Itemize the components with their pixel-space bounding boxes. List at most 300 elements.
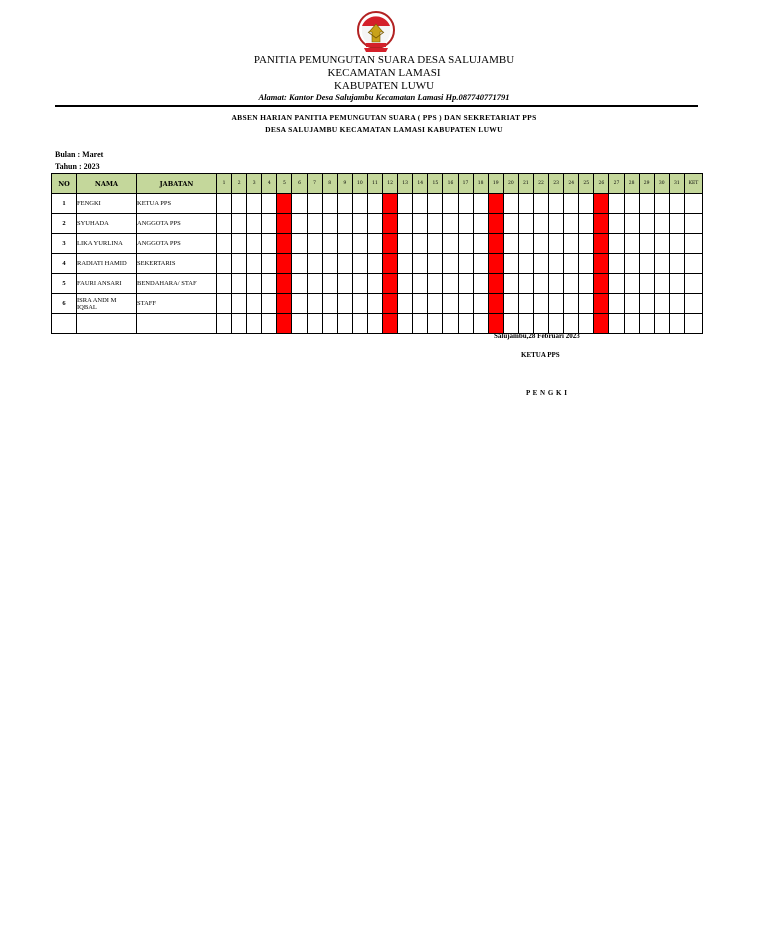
attendance-cell [232, 234, 247, 254]
attendance-cell [413, 274, 428, 294]
attendance-cell [398, 314, 413, 334]
attendance-cell [352, 214, 367, 234]
table-row [52, 194, 703, 214]
attendance-cell [322, 274, 337, 294]
attendance-cell [428, 254, 443, 274]
attendance-cell [549, 194, 564, 214]
attendance-cell [564, 234, 579, 254]
row-jabatan: SEKERTARIS [137, 254, 217, 274]
table-header-row [52, 174, 703, 194]
attendance-cell [579, 314, 594, 334]
attendance-cell [428, 214, 443, 234]
attendance-cell [503, 214, 518, 234]
attendance-cell [564, 314, 579, 334]
attendance-cell [262, 314, 277, 334]
attendance-cell [579, 214, 594, 234]
header-day: 20 [503, 174, 518, 194]
attendance-cell [639, 294, 654, 314]
row-jabatan: KETUA PPS [137, 194, 217, 214]
attendance-cell [549, 294, 564, 314]
table-row [52, 314, 703, 334]
attendance-cell [352, 274, 367, 294]
attendance-cell [639, 254, 654, 274]
document-subtitle: DESA SALUJAMBU KECAMATAN LAMASI KABUPATEN LUWU [265, 125, 503, 134]
holiday-cell [383, 254, 398, 274]
attendance-cell [217, 274, 232, 294]
holiday-cell [277, 194, 292, 214]
row-ket [684, 214, 702, 234]
attendance-cell [458, 274, 473, 294]
attendance-cell [533, 274, 548, 294]
attendance-cell [609, 314, 624, 334]
attendance-cell [398, 194, 413, 214]
attendance-cell [292, 294, 307, 314]
attendance-cell [549, 314, 564, 334]
row-jabatan [137, 314, 217, 334]
signature-name: P E N G K I [526, 389, 568, 397]
header-day: 14 [413, 174, 428, 194]
table-row [52, 214, 703, 234]
attendance-cell [533, 294, 548, 314]
holiday-cell [383, 274, 398, 294]
attendance-cell [322, 294, 337, 314]
attendance-cell [307, 214, 322, 234]
attendance-cell [367, 294, 382, 314]
attendance-cell [337, 274, 352, 294]
attendance-cell [413, 254, 428, 274]
row-nama: LIKA YURLINA [77, 234, 137, 254]
header-day: 9 [337, 174, 352, 194]
attendance-cell [549, 234, 564, 254]
attendance-cell [518, 234, 533, 254]
attendance-cell [624, 294, 639, 314]
attendance-cell [428, 294, 443, 314]
attendance-cell [443, 314, 458, 334]
attendance-cell [428, 274, 443, 294]
header-divider [55, 105, 698, 107]
table-row [52, 234, 703, 254]
attendance-cell [292, 234, 307, 254]
header-day: 31 [669, 174, 684, 194]
attendance-cell [549, 214, 564, 234]
attendance-cell [669, 254, 684, 274]
header-day: 27 [609, 174, 624, 194]
attendance-cell [669, 214, 684, 234]
attendance-cell [322, 234, 337, 254]
document-title: ABSEN HARIAN PANITIA PEMUNGUTAN SUARA ( PPS ) DAN SEKRETARIAT PPS [231, 113, 537, 122]
attendance-cell [367, 234, 382, 254]
header-day: 30 [654, 174, 669, 194]
header-day: 24 [564, 174, 579, 194]
row-nama: FENGKI [77, 194, 137, 214]
attendance-cell [443, 254, 458, 274]
attendance-cell [217, 214, 232, 234]
row-nama: SYUHADA [77, 214, 137, 234]
header-day: 17 [458, 174, 473, 194]
attendance-cell [428, 194, 443, 214]
table-row [52, 274, 703, 294]
attendance-cell [247, 314, 262, 334]
attendance-cell [247, 254, 262, 274]
attendance-cell [473, 314, 488, 334]
holiday-cell [488, 274, 503, 294]
attendance-cell [564, 294, 579, 314]
attendance-cell [473, 194, 488, 214]
attendance-cell [217, 254, 232, 274]
attendance-cell [352, 194, 367, 214]
attendance-cell [307, 314, 322, 334]
holiday-cell [594, 294, 609, 314]
holiday-cell [277, 314, 292, 334]
attendance-cell [503, 294, 518, 314]
attendance-cell [609, 254, 624, 274]
attendance-cell [579, 234, 594, 254]
attendance-cell [639, 314, 654, 334]
header-day: 7 [307, 174, 322, 194]
header-nama: NAMA [77, 174, 137, 194]
attendance-cell [232, 294, 247, 314]
attendance-cell [232, 194, 247, 214]
attendance-cell [307, 294, 322, 314]
attendance-cell [624, 314, 639, 334]
row-nama: RADIATI HAMID [77, 254, 137, 274]
header-day: 10 [352, 174, 367, 194]
attendance-cell [247, 274, 262, 294]
attendance-cell [654, 194, 669, 214]
attendance-cell [262, 254, 277, 274]
holiday-cell [594, 194, 609, 214]
attendance-cell [518, 274, 533, 294]
row-no: 5 [52, 274, 77, 294]
attendance-cell [413, 234, 428, 254]
row-ket [684, 294, 702, 314]
attendance-cell [533, 194, 548, 214]
holiday-cell [277, 294, 292, 314]
holiday-cell [594, 274, 609, 294]
attendance-cell [217, 294, 232, 314]
attendance-cell [564, 274, 579, 294]
table-row [52, 294, 703, 314]
address: Alamat: Kantor Desa Salujambu Kecamatan Lamasi Hp.087740771791 [258, 92, 510, 102]
header-day: 26 [594, 174, 609, 194]
attendance-cell [609, 214, 624, 234]
row-no: 4 [52, 254, 77, 274]
attendance-cell [579, 274, 594, 294]
holiday-cell [488, 294, 503, 314]
attendance-cell [549, 254, 564, 274]
holiday-cell [488, 314, 503, 334]
row-no: 3 [52, 234, 77, 254]
attendance-cell [232, 274, 247, 294]
attendance-cell [443, 274, 458, 294]
header-day: 15 [428, 174, 443, 194]
row-ket [684, 194, 702, 214]
attendance-cell [217, 314, 232, 334]
holiday-cell [488, 234, 503, 254]
holiday-cell [594, 214, 609, 234]
org-name: PANITIA PEMUNGUTAN SUARA DESA SALUJAMBU [253, 54, 515, 66]
row-no [52, 314, 77, 334]
attendance-cell [398, 214, 413, 234]
attendance-cell [518, 294, 533, 314]
attendance-cell [307, 254, 322, 274]
attendance-cell [232, 314, 247, 334]
attendance-cell [352, 294, 367, 314]
attendance-cell [262, 194, 277, 214]
row-no: 6 [52, 294, 77, 314]
attendance-cell [322, 214, 337, 234]
holiday-cell [383, 214, 398, 234]
attendance-table [51, 173, 703, 334]
attendance-cell [337, 214, 352, 234]
attendance-cell [609, 274, 624, 294]
attendance-cell [579, 194, 594, 214]
header-day: 4 [262, 174, 277, 194]
attendance-cell [428, 234, 443, 254]
attendance-cell [639, 214, 654, 234]
attendance-cell [654, 214, 669, 234]
attendance-cell [337, 254, 352, 274]
header-day: 28 [624, 174, 639, 194]
row-ket [684, 314, 702, 334]
attendance-cell [367, 314, 382, 334]
attendance-cell [564, 214, 579, 234]
header-day: 18 [473, 174, 488, 194]
attendance-cell [322, 254, 337, 274]
header-day: 25 [579, 174, 594, 194]
attendance-cell [217, 234, 232, 254]
attendance-cell [337, 294, 352, 314]
attendance-cell [669, 234, 684, 254]
attendance-cell [473, 214, 488, 234]
attendance-cell [413, 194, 428, 214]
attendance-cell [307, 194, 322, 214]
header-day: 5 [277, 174, 292, 194]
attendance-cell [443, 214, 458, 234]
attendance-cell [247, 294, 262, 314]
attendance-cell [624, 214, 639, 234]
attendance-cell [669, 314, 684, 334]
header-no: NO [52, 174, 77, 194]
holiday-cell [594, 254, 609, 274]
attendance-cell [654, 294, 669, 314]
row-ket [684, 254, 702, 274]
row-ket [684, 274, 702, 294]
attendance-cell [262, 294, 277, 314]
attendance-cell [292, 254, 307, 274]
attendance-cell [352, 254, 367, 274]
attendance-cell [262, 214, 277, 234]
attendance-cell [262, 234, 277, 254]
header-day: 1 [217, 174, 232, 194]
attendance-cell [398, 234, 413, 254]
attendance-cell [262, 274, 277, 294]
attendance-cell [458, 194, 473, 214]
kecamatan: KECAMATAN LAMASI [327, 67, 441, 79]
attendance-cell [247, 214, 262, 234]
row-no: 2 [52, 214, 77, 234]
row-jabatan: ANGGOTA PPS [137, 234, 217, 254]
holiday-cell [277, 274, 292, 294]
attendance-cell [579, 294, 594, 314]
attendance-cell [473, 274, 488, 294]
attendance-cell [367, 254, 382, 274]
attendance-cell [518, 314, 533, 334]
header-day: 13 [398, 174, 413, 194]
header-day: 23 [549, 174, 564, 194]
attendance-cell [503, 314, 518, 334]
holiday-cell [383, 294, 398, 314]
attendance-cell [458, 214, 473, 234]
holiday-cell [488, 194, 503, 214]
attendance-cell [247, 194, 262, 214]
signature-place-date: Salujambu,28 Februari 2023 [494, 332, 580, 340]
attendance-cell [367, 194, 382, 214]
attendance-cell [367, 274, 382, 294]
attendance-cell [654, 274, 669, 294]
attendance-cell [669, 194, 684, 214]
attendance-cell [609, 194, 624, 214]
attendance-cell [458, 254, 473, 274]
attendance-cell [654, 234, 669, 254]
holiday-cell [488, 214, 503, 234]
kpu-logo [356, 10, 396, 54]
table-row [52, 254, 703, 274]
attendance-cell [352, 234, 367, 254]
attendance-cell [337, 314, 352, 334]
attendance-cell [609, 234, 624, 254]
attendance-cell [473, 254, 488, 274]
attendance-cell [503, 274, 518, 294]
attendance-cell [398, 294, 413, 314]
attendance-cell [232, 214, 247, 234]
attendance-cell [564, 254, 579, 274]
kabupaten: KABUPATEN LUWU [333, 80, 435, 92]
holiday-cell [594, 314, 609, 334]
row-no: 1 [52, 194, 77, 214]
attendance-cell [518, 194, 533, 214]
row-nama [77, 314, 137, 334]
header-day: 21 [518, 174, 533, 194]
attendance-cell [518, 214, 533, 234]
attendance-cell [428, 314, 443, 334]
header-day: 16 [443, 174, 458, 194]
attendance-cell [624, 254, 639, 274]
holiday-cell [488, 254, 503, 274]
attendance-cell [292, 274, 307, 294]
attendance-cell [639, 274, 654, 294]
attendance-cell [413, 214, 428, 234]
attendance-cell [247, 234, 262, 254]
attendance-cell [503, 194, 518, 214]
signature-role: KETUA PPS [521, 351, 560, 359]
attendance-cell [322, 314, 337, 334]
header-day: 12 [383, 174, 398, 194]
attendance-cell [413, 314, 428, 334]
attendance-cell [579, 254, 594, 274]
header-day: 2 [232, 174, 247, 194]
holiday-cell [277, 214, 292, 234]
header-day: 6 [292, 174, 307, 194]
holiday-cell [277, 234, 292, 254]
attendance-cell [398, 274, 413, 294]
attendance-cell [443, 194, 458, 214]
holiday-cell [383, 194, 398, 214]
attendance-cell [232, 254, 247, 274]
bulan-label: Bulan : Maret [55, 150, 104, 159]
attendance-cell [337, 234, 352, 254]
attendance-cell [518, 254, 533, 274]
attendance-cell [533, 234, 548, 254]
attendance-cell [639, 234, 654, 254]
attendance-cell [624, 194, 639, 214]
attendance-cell [307, 274, 322, 294]
row-nama: ISRA ANDI M IQBAL [77, 294, 137, 314]
attendance-cell [458, 234, 473, 254]
header-day: 29 [639, 174, 654, 194]
attendance-cell [337, 194, 352, 214]
header-day: 19 [488, 174, 503, 194]
attendance-cell [322, 194, 337, 214]
attendance-cell [443, 234, 458, 254]
attendance-cell [352, 314, 367, 334]
row-ket [684, 234, 702, 254]
attendance-cell [624, 234, 639, 254]
attendance-cell [217, 194, 232, 214]
attendance-cell [654, 254, 669, 274]
attendance-cell [458, 314, 473, 334]
attendance-cell [669, 274, 684, 294]
header-day: 3 [247, 174, 262, 194]
header-day: 8 [322, 174, 337, 194]
row-nama: FAURI ANSARI [77, 274, 137, 294]
row-jabatan: STAFF [137, 294, 217, 314]
attendance-cell [564, 194, 579, 214]
attendance-cell [307, 234, 322, 254]
attendance-cell [624, 274, 639, 294]
attendance-cell [413, 294, 428, 314]
attendance-cell [639, 194, 654, 214]
holiday-cell [383, 234, 398, 254]
attendance-cell [458, 294, 473, 314]
holiday-cell [383, 314, 398, 334]
attendance-cell [669, 294, 684, 314]
attendance-cell [609, 294, 624, 314]
attendance-cell [654, 314, 669, 334]
holiday-cell [277, 254, 292, 274]
attendance-cell [398, 254, 413, 274]
attendance-cell [533, 254, 548, 274]
header-day: 11 [367, 174, 382, 194]
holiday-cell [594, 234, 609, 254]
header-ket: KET [684, 174, 702, 194]
attendance-cell [443, 294, 458, 314]
attendance-cell [292, 314, 307, 334]
attendance-cell [533, 214, 548, 234]
row-jabatan: ANGGOTA PPS [137, 214, 217, 234]
row-jabatan: BENDAHARA/ STAF [137, 274, 217, 294]
tahun-label: Tahun : 2023 [55, 162, 100, 171]
attendance-cell [292, 214, 307, 234]
attendance-cell [473, 294, 488, 314]
attendance-cell [503, 234, 518, 254]
attendance-cell [503, 254, 518, 274]
header-jabatan: JABATAN [137, 174, 217, 194]
attendance-cell [549, 274, 564, 294]
attendance-cell [292, 194, 307, 214]
attendance-cell [533, 314, 548, 334]
attendance-cell [473, 234, 488, 254]
